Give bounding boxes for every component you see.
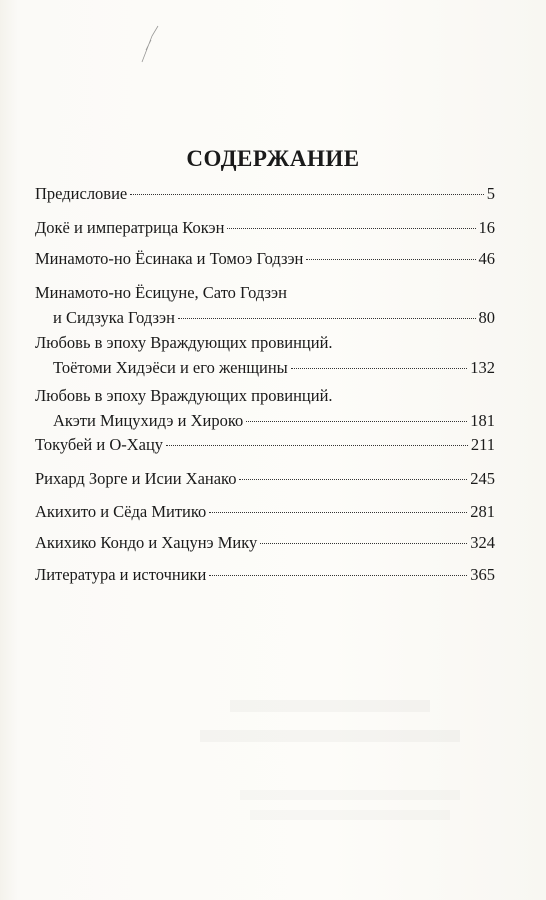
- toc-entry[interactable]: [35, 435, 495, 455]
- toc-entry[interactable]: [35, 218, 495, 238]
- toc-entry-page: 245: [470, 469, 495, 488]
- dot-leader: [130, 193, 484, 195]
- toc-entry-page: 324: [470, 533, 495, 552]
- toc-entry-page: 281: [470, 502, 495, 521]
- toc-entry-title: Акихико Кондо и Хацунэ Мику: [35, 533, 258, 552]
- bleed-through-text: [200, 730, 460, 742]
- toc-entry[interactable]: [35, 249, 495, 269]
- bleed-through-text: [230, 700, 430, 712]
- toc-entry[interactable]: [35, 533, 495, 553]
- dot-leader: [260, 542, 467, 544]
- toc-entry[interactable]: [35, 184, 495, 204]
- dot-leader: [209, 574, 467, 576]
- toc-entry-title-line1: Любовь в эпоху Враждующих провинций.: [35, 333, 333, 352]
- toc-entry-title-line2: и Сидзука Годзэн: [53, 308, 175, 327]
- toc-entry-page: 181: [470, 411, 495, 430]
- toc-entry-page: 211: [470, 435, 495, 454]
- toc-entry-title-line1: Любовь в эпоху Враждующих провинций.: [35, 386, 333, 405]
- dot-leader: [227, 227, 475, 229]
- toc-entry-page: 365: [470, 565, 495, 584]
- toc-entry[interactable]: [35, 502, 495, 522]
- toc-entry-page: 80: [478, 308, 495, 327]
- dot-leader: [209, 511, 467, 513]
- dot-leader: [239, 478, 467, 480]
- dot-leader: [246, 420, 467, 422]
- bleed-through-text: [240, 790, 460, 800]
- toc-entry-title-line1: Минамото-но Ёсицуне, Сато Годзэн: [35, 283, 287, 302]
- toc-entry-page: 5: [486, 184, 495, 203]
- toc-entry-title: Литература и источники: [35, 565, 207, 584]
- toc-entry[interactable]: [35, 565, 495, 585]
- toc-entry[interactable]: [35, 283, 495, 328]
- toc-entry-page: 16: [478, 218, 495, 237]
- dot-leader: [306, 258, 475, 260]
- toc-entry-title-line2: Тоётоми Хидэёси и его женщины: [53, 358, 288, 377]
- toc-entry-title: Докё и императрица Кокэн: [35, 218, 225, 237]
- toc-heading: СОДЕРЖАНИЕ: [186, 146, 360, 171]
- dot-leader: [178, 317, 476, 319]
- toc-entry-title: Акихито и Сёда Митико: [35, 502, 207, 521]
- dot-leader: [166, 444, 468, 446]
- toc-entry-title: Токубей и О-Хацу: [35, 435, 164, 454]
- toc-entry-title: Рихард Зорге и Исии Ханако: [35, 469, 237, 488]
- toc-entry-page: 132: [470, 358, 495, 377]
- toc-entry-title-line2: Акэти Мицухидэ и Хироко: [53, 411, 244, 430]
- toc-entry[interactable]: [35, 386, 495, 431]
- bleed-through-text: [250, 810, 450, 820]
- toc-entry-page: 46: [478, 249, 495, 268]
- table-of-contents: [35, 0, 495, 900]
- toc-entry-title: Минамото-но Ёсинака и Томоэ Годзэн: [35, 249, 304, 268]
- toc-entry-title: Предисловие: [35, 184, 128, 203]
- toc-entry[interactable]: [35, 469, 495, 489]
- dot-leader: [291, 367, 467, 369]
- toc-entry[interactable]: [35, 333, 495, 378]
